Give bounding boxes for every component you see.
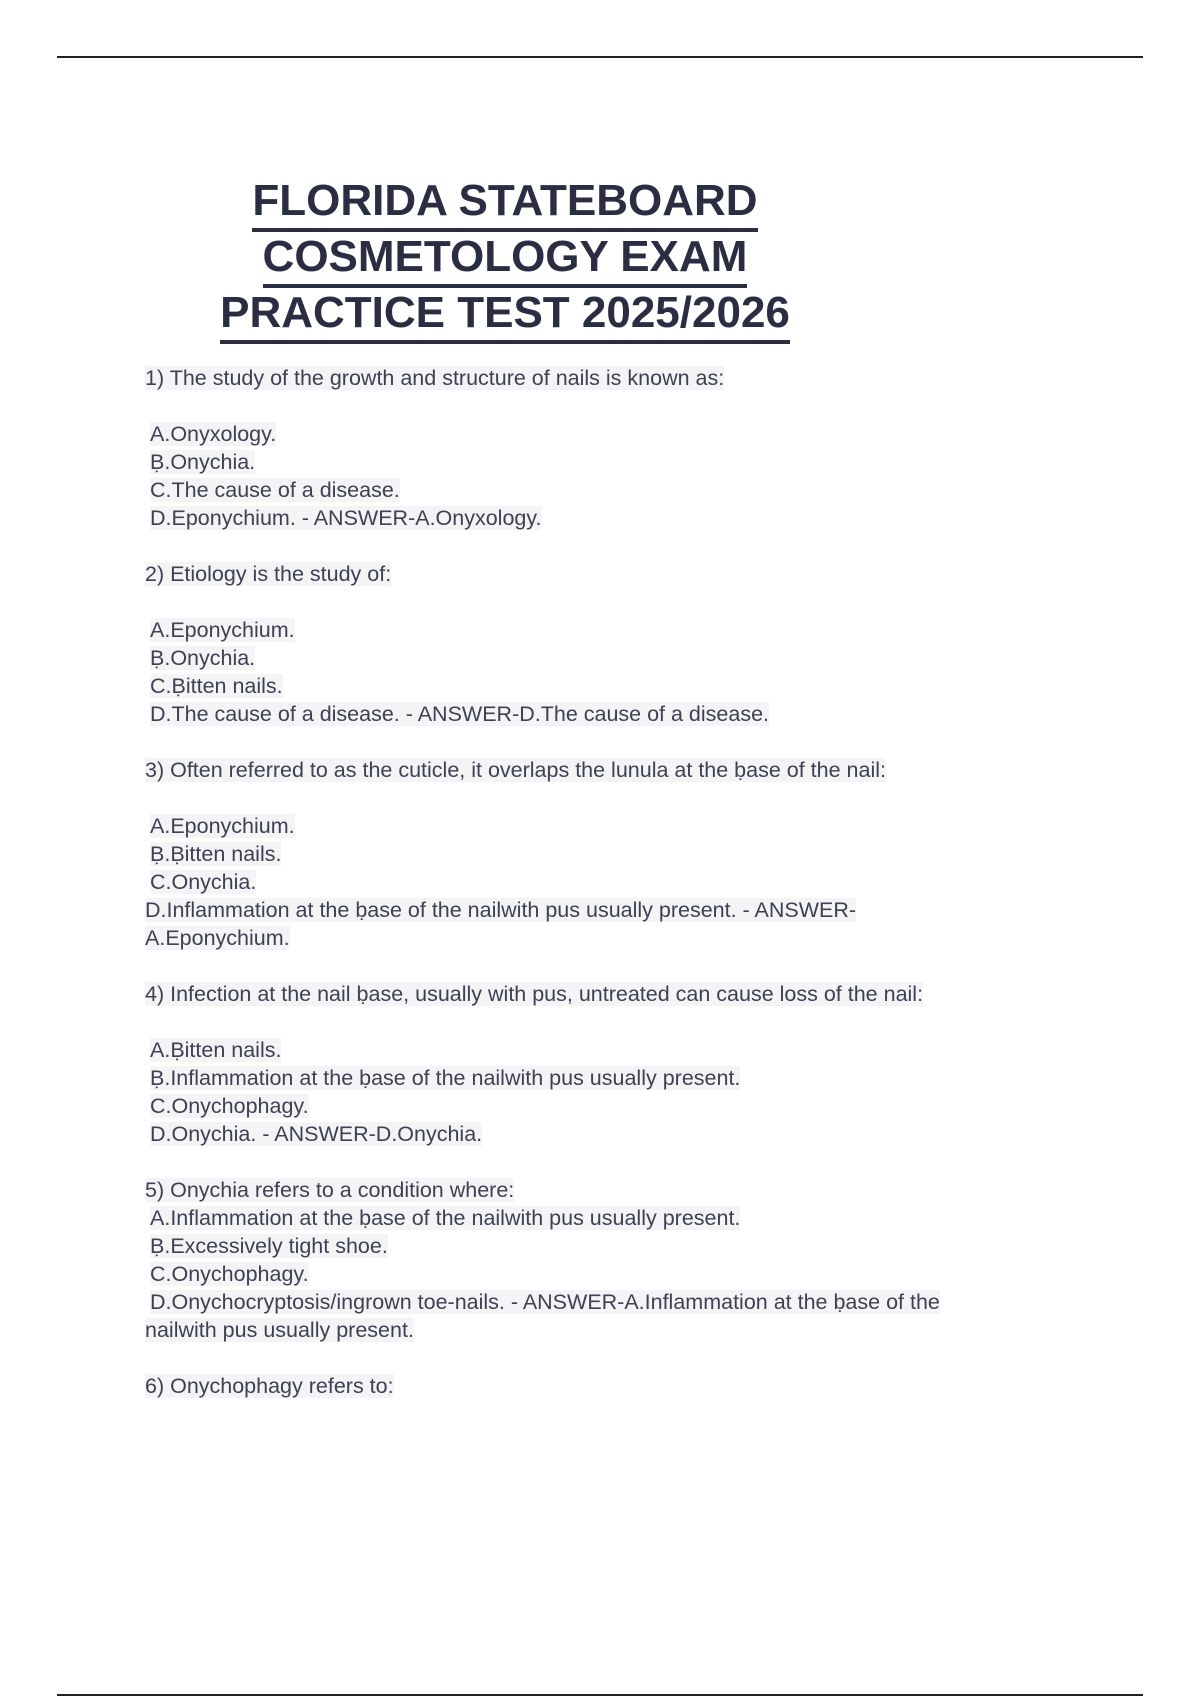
question-text: 1) The study of the growth and structure of nails is known as:: [145, 366, 725, 390]
option-d-answer: D.The cause of a disease. - ANSWER-D.The cause of a disease.: [150, 702, 770, 726]
title-line-2: COSMETOLOGY EXAM: [263, 230, 748, 288]
option-d-answer: D.Inflammation at the ḅase of the nailwith pus usually present. - ANSWER-: [145, 898, 857, 922]
option-a: A.Eponychium.: [150, 618, 295, 642]
option-b: Ḅ.Excessively tight shoe.: [150, 1234, 388, 1258]
question-2: [145, 560, 1065, 728]
option-d-answer: D.Onychocryptosis/ingrown toe-nails. - ANSWER-A.Inflammation at the ḅase of the: [150, 1290, 940, 1314]
question-5: [145, 1176, 1065, 1344]
option-a: A.Ḅitten nails.: [150, 1038, 282, 1062]
option-a: A.Eponychium.: [150, 814, 295, 838]
option-d-answer: D.Eponychium. - ANSWER-A.Onyxology.: [150, 506, 542, 530]
title-line-3: PRACTICE TEST 2025/2026: [220, 286, 790, 344]
option-d-answer: D.Onychia. - ANSWER-D.Onychia.: [150, 1122, 483, 1146]
option-c: C.Onychophagy.: [150, 1094, 309, 1118]
question-text: 5) Onychia refers to a condition where:: [145, 1178, 515, 1202]
option-b: Ḅ.Ḅitten nails.: [150, 842, 282, 866]
question-1: [145, 364, 1065, 532]
option-c: C.The cause of a disease.: [150, 478, 400, 502]
option-b: Ḅ.Onychia.: [150, 450, 256, 474]
option-a: A.Onyxology.: [150, 422, 277, 446]
option-c: C.Onychophagy.: [150, 1262, 309, 1286]
option-b: Ḅ.Inflammation at the ḅase of the nailwith pus usually present.: [150, 1066, 741, 1090]
option-c: C.Onychia.: [150, 870, 257, 894]
question-list: [145, 364, 1065, 1428]
question-text: 2) Etiology is the study of:: [145, 562, 392, 586]
question-text: 6) Onychophagy refers to:: [145, 1374, 394, 1398]
answer-continuation: A.Eponychium.: [145, 926, 290, 950]
page-title: [0, 174, 1010, 342]
answer-continuation: nailwith pus usually present.: [145, 1318, 414, 1342]
title-line-1: FLORIDA STATEBOARD: [252, 174, 757, 232]
question-text: 4) Infection at the nail ḅase, usually with pus, untreated can cause loss of the nail:: [145, 982, 924, 1006]
bottom-rule: [57, 1694, 1143, 1696]
option-c: C.Ḅitten nails.: [150, 674, 283, 698]
question-4: [145, 980, 1065, 1148]
option-b: Ḅ.Onychia.: [150, 646, 256, 670]
question-text: 3) Often referred to as the cuticle, it overlaps the lunula at the ḅase of the nail:: [145, 758, 886, 782]
top-rule: [57, 56, 1143, 58]
question-3: [145, 756, 1065, 952]
option-a: A.Inflammation at the ḅase of the nailwith pus usually present.: [150, 1206, 741, 1230]
question-6: [145, 1372, 1065, 1400]
